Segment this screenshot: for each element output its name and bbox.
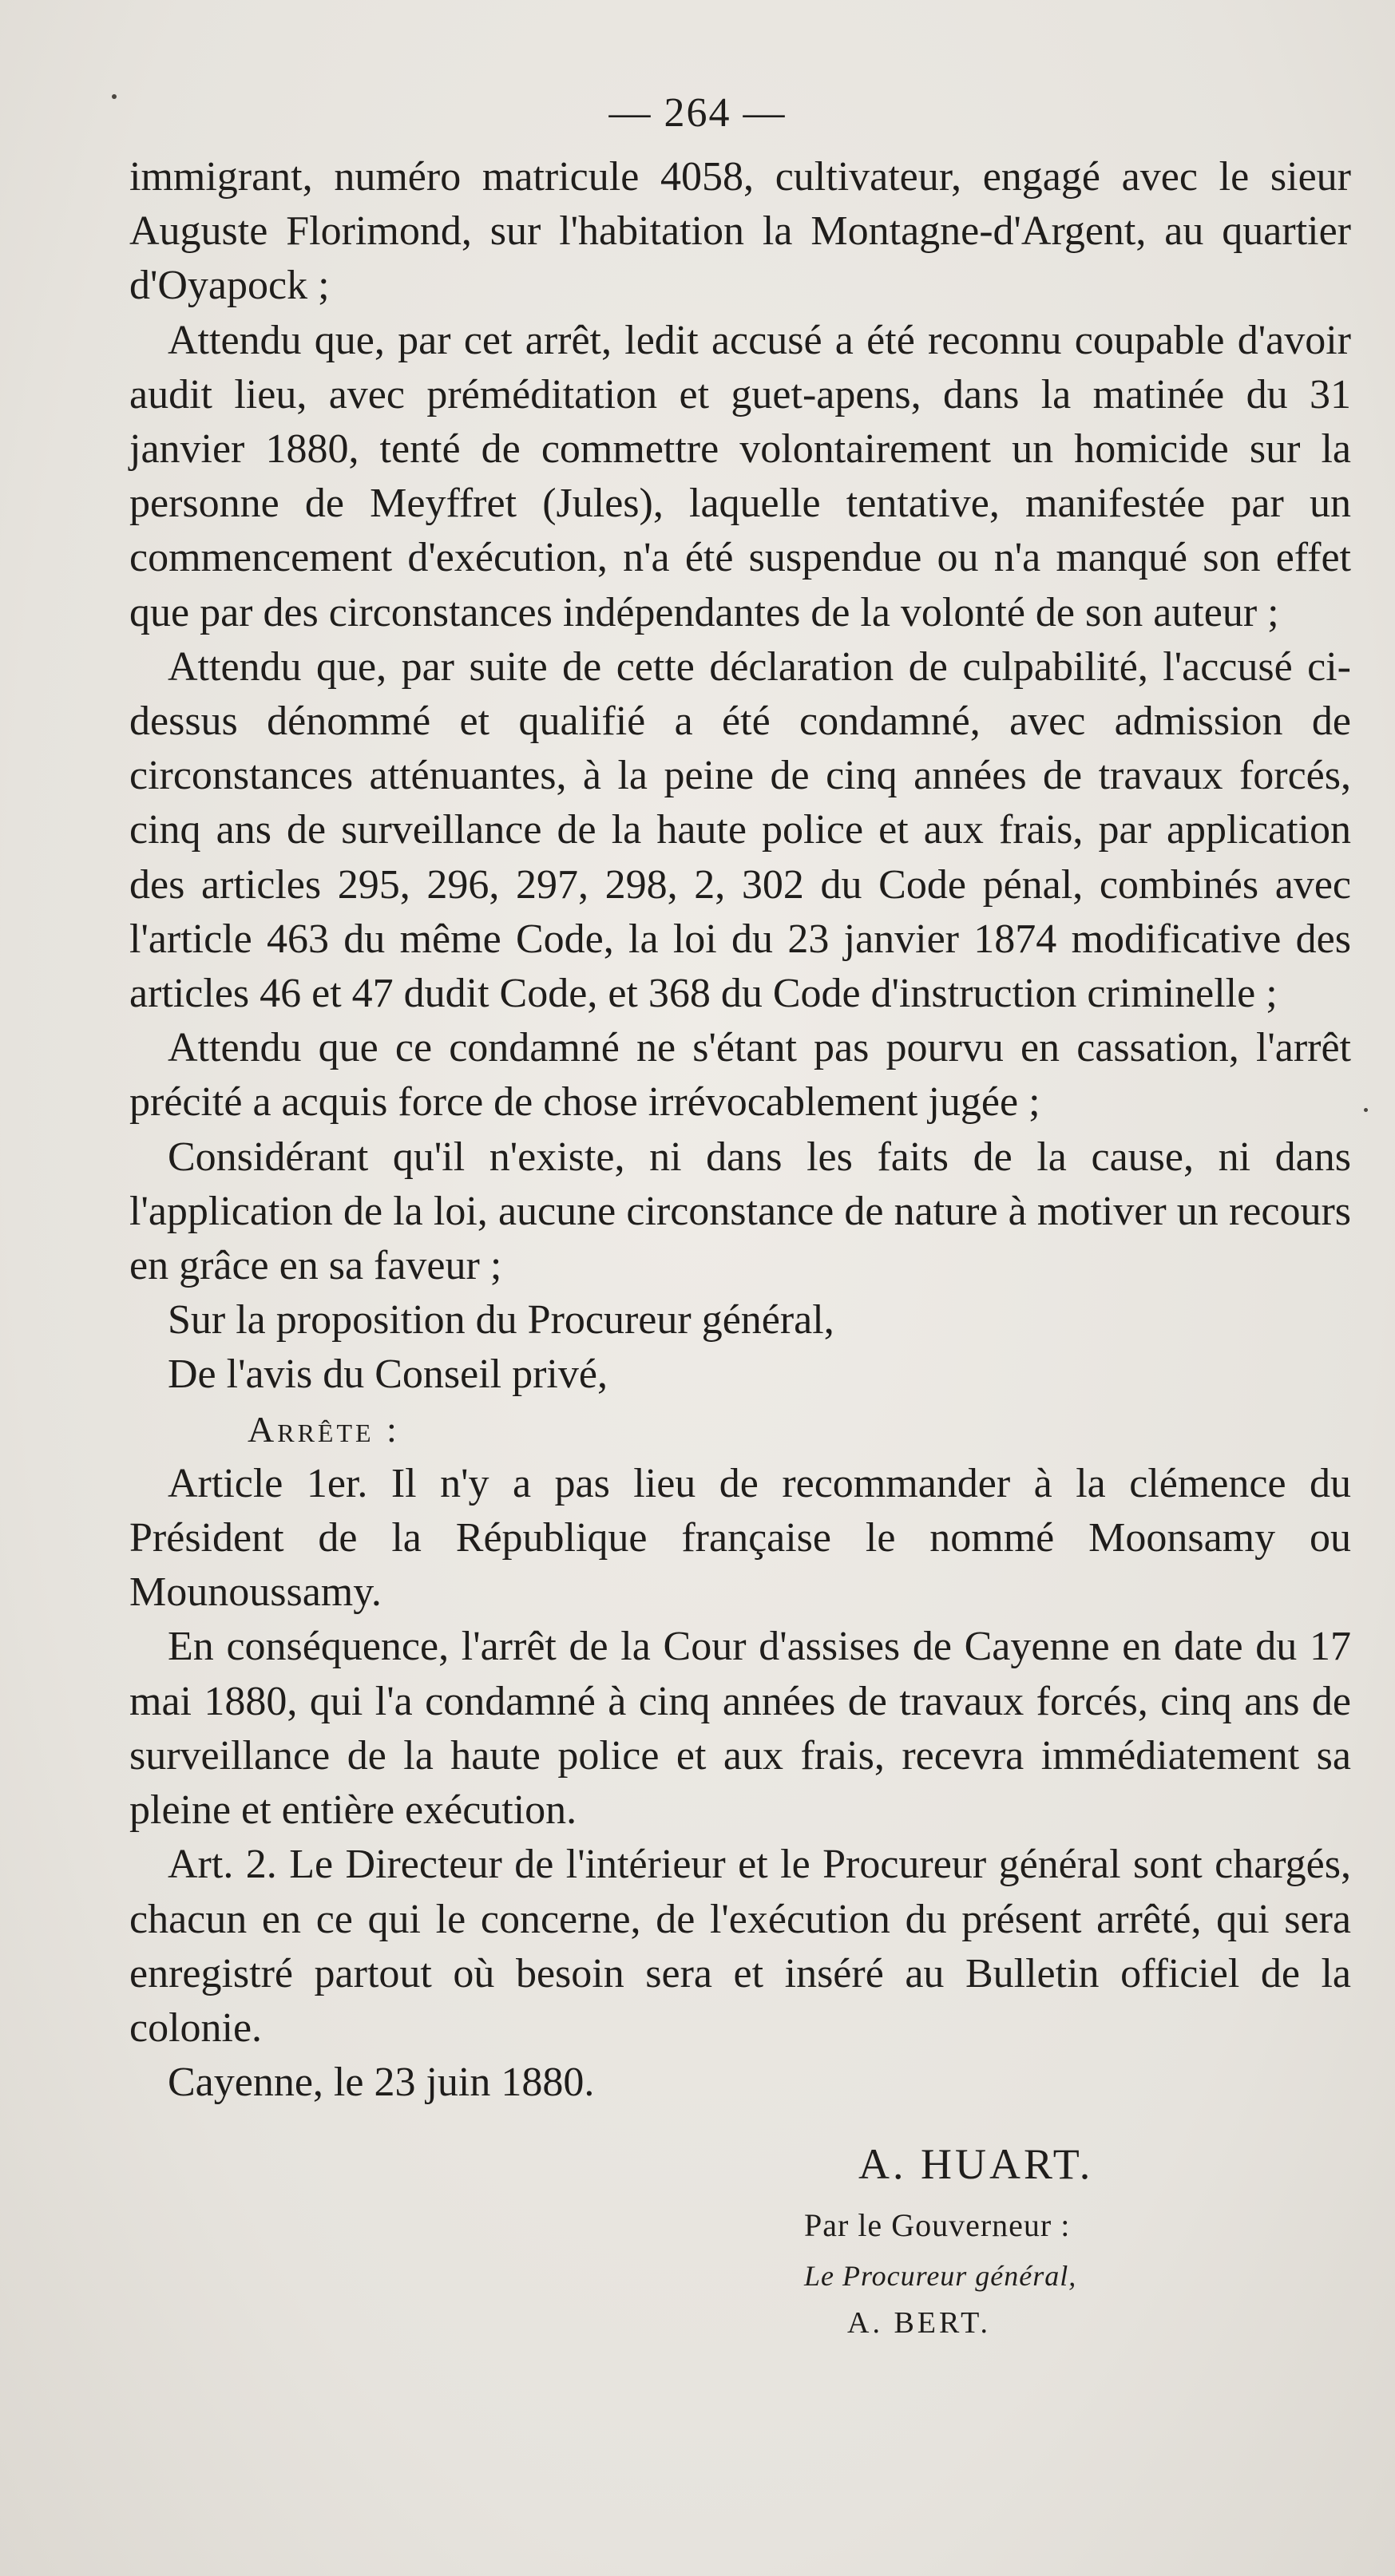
paragraph-avis-conseil: De l'avis du Conseil privé, [168, 1351, 608, 1398]
on-behalf-line: Par le Gouverneur : [804, 2207, 1071, 2243]
governor-signature: A. HUART. [858, 2140, 1094, 2188]
decision-heading: Arrête : [248, 1408, 400, 1450]
paragraph-considerant: Considérant qu'il n'existe, ni dans les faits de la cause, ni dans l'application de la loi, aucune circonstance de nature à motiver un recours en grâce en sa faveur ; [129, 1134, 1351, 1289]
article-2: Art. 2. Le Directeur de l'intérieur et le Procureur général sont chargés, chacun en ce qui le concerne, de l'exécution du présent arrêté, qui sera enregistré partout où besoin sera et inséré au Bulletin officiel de la colonie. [129, 1842, 1351, 2051]
paper-speck [112, 94, 117, 99]
article-1: Article 1er. Il n'y a pas lieu de recommander à la clémence du Président de la République française le nommé Moonsamy ou Mounoussamy. [129, 1460, 1351, 1616]
document-body [129, 150, 1351, 2110]
paragraph-attendu-culpability: Attendu que, par cet arrêt, ledit accusé a été reconnu coupable d'avoir audit lieu, avec préméditation et guet-apens, dans la matinée du 31 janvier 1880, tenté de commettre volontairement un homicide sur la personne de Meyffret (Jules), laquelle tentative, manifestée par un commencement d'exécution, n'a été suspendue ou n'a manqué son effet que par des circonstances indépendantes de la volonté de son auteur ; [129, 317, 1351, 635]
page-number: — 264 — [608, 90, 787, 136]
paragraph-attendu-sentence: Attendu que, par suite de cette déclaration de culpabilité, l'accusé ci-dessus dénommé et qualifié a été condamné, avec admission de circonstances atténuantes, à la peine de cinq années de travaux forcés, cinq ans de surveillance de la haute police et aux frais, par application des articles 295, 296, 297, 298, 2, 302 du Code pénal, combinés avec l'article 463 du même Code, la loi du 23 janvier 1874 modificative des articles 46 et 47 dudit Code, et 368 du Code d'instruction criminelle ; [129, 643, 1351, 1017]
prosecutor-signature: A. BERT. [847, 2306, 991, 2340]
paragraph-attendu-cassation: Attendu que ce condamné ne s'étant pas pourvu en cassation, l'arrêt précité a acquis force de chose irrévocablement jugée ; [129, 1025, 1351, 1126]
prosecutor-role: Le Procureur général, [804, 2260, 1077, 2292]
paragraph-proposition: Sur la proposition du Procureur général, [168, 1297, 834, 1343]
paper-speck [1364, 1108, 1368, 1112]
date-line: Cayenne, le 23 juin 1880. [168, 2060, 595, 2106]
article-1-consequence: En conséquence, l'arrêt de la Cour d'assises de Cayenne en date du 17 mai 1880, qui l'a condamné à cinq années de travaux forcés, cinq ans de surveillance de la haute police et aux frais, recevra immédiatement sa pleine et entière exécution. [129, 1624, 1351, 1834]
paragraph-continuation: immigrant, numéro matricule 4058, cultivateur, engagé avec le sieur Auguste Florimond, sur l'habitation la Montagne-d'Argent, au quartier d'Oyapock ; [129, 154, 1351, 309]
